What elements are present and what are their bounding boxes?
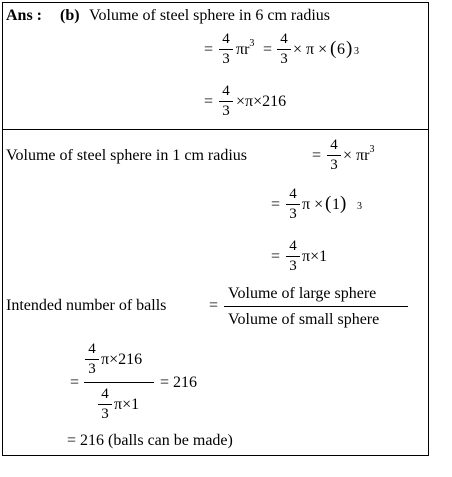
fraction-four-thirds: 4 3 xyxy=(286,187,300,222)
pi-times-1: π×1 xyxy=(114,396,140,413)
fraction-bar xyxy=(84,382,154,383)
fraction-four-thirds: 4 3 xyxy=(327,138,341,173)
fraction-four-thirds: 4 3 xyxy=(85,342,99,377)
radius-one: 1 xyxy=(332,196,340,213)
small-sphere-denominator: Volume of small sphere xyxy=(228,311,380,328)
balls-label: Intended number of balls xyxy=(6,297,167,314)
close-paren: ) xyxy=(340,193,347,214)
final-answer: = 216 (balls can be made) xyxy=(67,432,233,449)
fraction-four-thirds: 4 3 xyxy=(219,84,233,119)
fraction-four-thirds: 4 3 xyxy=(277,32,291,67)
option-label: (b) xyxy=(60,7,80,24)
equals-sign: = xyxy=(263,41,273,58)
fraction-four-thirds: 4 3 xyxy=(286,239,300,274)
open-paren: ( xyxy=(330,38,337,59)
pi-times-1: π×1 xyxy=(302,248,328,265)
pi-times: π × xyxy=(302,196,324,213)
times-pi-times: × π × xyxy=(293,41,328,58)
equals-216: = 216 xyxy=(160,374,198,391)
equals-sign: = xyxy=(271,248,281,265)
equals-sign: = xyxy=(271,196,281,213)
cube-exponent: 3 xyxy=(357,201,362,212)
equals-sign: = xyxy=(209,297,219,314)
equals-sign: = xyxy=(312,147,322,164)
ans-label: Ans : xyxy=(6,7,43,24)
equals-sign: = xyxy=(204,93,214,110)
close-paren: ) xyxy=(346,38,353,59)
large-sphere-numerator: Volume of large sphere xyxy=(228,285,377,302)
equals-sign: = xyxy=(204,41,214,58)
intro-1cm: Volume of steel sphere in 1 cm radius xyxy=(6,147,247,164)
cube-exponent: 3 xyxy=(354,46,359,57)
times-pi-times-216: ×π×216 xyxy=(236,93,287,110)
pi-r-cubed: $\pi r^3$ xyxy=(236,38,255,58)
radius-six: 6 xyxy=(337,41,345,58)
equals-sign: = xyxy=(70,374,80,391)
times-pi-r-cubed: × $\pi r^3$ xyxy=(343,144,375,164)
fraction-four-thirds: 4 3 xyxy=(219,32,233,67)
fraction-bar xyxy=(224,306,408,307)
open-paren: ( xyxy=(325,193,332,214)
fraction-four-thirds: 4 3 xyxy=(98,387,112,422)
pi-times-216: π×216 xyxy=(101,351,143,368)
intro-6cm: Volume of steel sphere in 6 cm radius xyxy=(89,7,330,24)
